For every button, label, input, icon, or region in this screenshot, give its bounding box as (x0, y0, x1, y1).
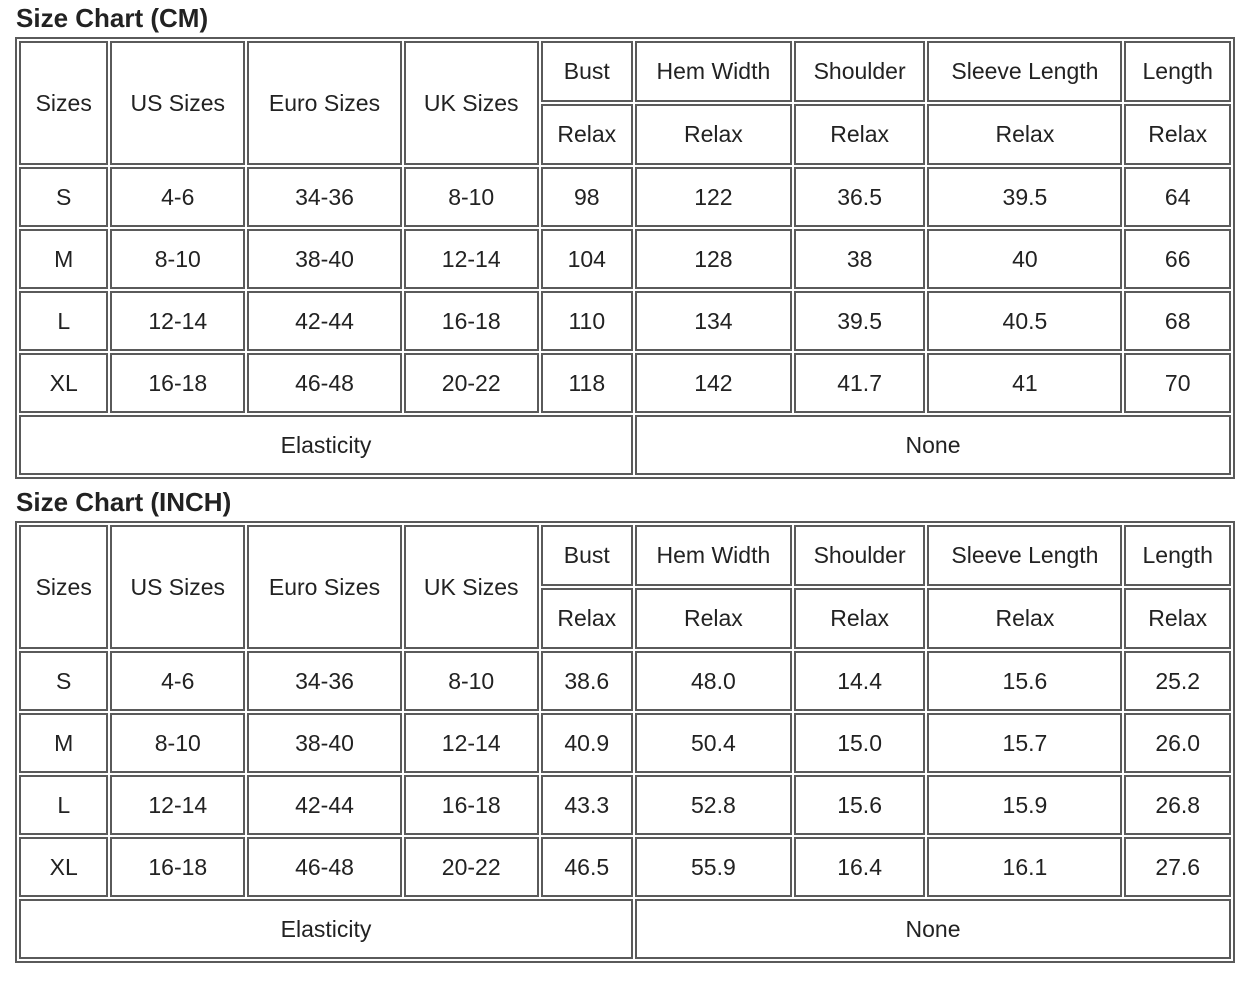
table-row (19, 713, 1231, 773)
table-cell: 15.0 (794, 713, 926, 773)
table-row (19, 229, 1231, 289)
table-cell: 50.4 (635, 713, 792, 773)
table-cell: 16-18 (404, 291, 539, 351)
size-label-cell: XL (19, 837, 108, 897)
table-cell: 40.9 (541, 713, 633, 773)
table-cell: 15.7 (927, 713, 1122, 773)
table-cell: 43.3 (541, 775, 633, 835)
table-cell: 64 (1124, 167, 1231, 227)
table-cell: 14.4 (794, 651, 926, 711)
measure-header: Bust (541, 41, 633, 102)
table-cell: 70 (1124, 353, 1231, 413)
size-label-cell: M (19, 713, 108, 773)
table-cell: 36.5 (794, 167, 926, 227)
table-cell: 66 (1124, 229, 1231, 289)
table-row (19, 167, 1231, 227)
table-cell: 38-40 (247, 229, 402, 289)
column-header: Sizes (19, 41, 108, 165)
table-cell: 16.4 (794, 837, 926, 897)
table-cell: 8-10 (404, 651, 539, 711)
table-cell: 39.5 (794, 291, 926, 351)
table-cell: 48.0 (635, 651, 792, 711)
column-header: UK Sizes (404, 525, 539, 649)
fit-type-cell: Relax (794, 588, 926, 649)
size-label-cell: S (19, 167, 108, 227)
table-cell: 12-14 (404, 229, 539, 289)
table-cell: 39.5 (927, 167, 1122, 227)
size-label-cell: S (19, 651, 108, 711)
table-cell: 68 (1124, 291, 1231, 351)
fit-type-cell: Relax (635, 588, 792, 649)
size-label-cell: M (19, 229, 108, 289)
column-header: US Sizes (110, 525, 245, 649)
table-cell: 38.6 (541, 651, 633, 711)
table-cell: 41.7 (794, 353, 926, 413)
table-cell: 16-18 (110, 837, 245, 897)
table-cell: 46-48 (247, 837, 402, 897)
table-cell: 27.6 (1124, 837, 1231, 897)
size-label-cell: L (19, 775, 108, 835)
measure-header: Sleeve Length (927, 41, 1122, 102)
table-cell: 16-18 (404, 775, 539, 835)
table-cell: 16-18 (110, 353, 245, 413)
table-cell: 8-10 (110, 713, 245, 773)
size-chart-cm-title: Size Chart (CM) (16, 3, 209, 33)
table-cell: 12-14 (110, 291, 245, 351)
elasticity-value: None (635, 415, 1231, 475)
table-cell: 46.5 (541, 837, 633, 897)
measure-header: Bust (541, 525, 633, 586)
table-cell: 12-14 (404, 713, 539, 773)
table-cell: 8-10 (110, 229, 245, 289)
table-cell: 20-22 (404, 837, 539, 897)
table-cell: 52.8 (635, 775, 792, 835)
column-header: Euro Sizes (247, 41, 402, 165)
column-header: Sizes (19, 525, 108, 649)
table-cell: 20-22 (404, 353, 539, 413)
measure-header: Sleeve Length (927, 525, 1122, 586)
table-row (19, 651, 1231, 711)
header-row (19, 41, 1231, 102)
table-cell: 4-6 (110, 651, 245, 711)
elasticity-label: Elasticity (19, 415, 633, 475)
fit-type-cell: Relax (1124, 104, 1231, 165)
measure-header: Hem Width (635, 525, 792, 586)
table-cell: 8-10 (404, 167, 539, 227)
header-row (19, 525, 1231, 586)
table-cell: 42-44 (247, 291, 402, 351)
table-cell: 118 (541, 353, 633, 413)
table-cell: 26.8 (1124, 775, 1231, 835)
size-chart-inch-table (15, 521, 1235, 963)
measure-header: Hem Width (635, 41, 792, 102)
table-cell: 34-36 (247, 651, 402, 711)
fit-type-cell: Relax (927, 588, 1122, 649)
table-cell: 110 (541, 291, 633, 351)
table-cell: 34-36 (247, 167, 402, 227)
table-cell: 4-6 (110, 167, 245, 227)
column-header: UK Sizes (404, 41, 539, 165)
table-cell: 38-40 (247, 713, 402, 773)
table-cell: 122 (635, 167, 792, 227)
measure-header: Length (1124, 41, 1231, 102)
column-header: US Sizes (110, 41, 245, 165)
table-cell: 42-44 (247, 775, 402, 835)
table-cell: 40 (927, 229, 1122, 289)
table-cell: 38 (794, 229, 926, 289)
size-chart-inch-title: Size Chart (INCH) (16, 487, 232, 517)
measure-header: Length (1124, 525, 1231, 586)
elasticity-value: None (635, 899, 1231, 959)
elasticity-row (19, 415, 1231, 475)
size-label-cell: L (19, 291, 108, 351)
column-header: Euro Sizes (247, 525, 402, 649)
table-row (19, 353, 1231, 413)
measure-header: Shoulder (794, 525, 926, 586)
table-cell: 26.0 (1124, 713, 1231, 773)
table-cell: 15.6 (927, 651, 1122, 711)
table-cell: 15.9 (927, 775, 1122, 835)
table-row (19, 291, 1231, 351)
table-cell: 12-14 (110, 775, 245, 835)
table-cell: 16.1 (927, 837, 1122, 897)
fit-type-cell: Relax (794, 104, 926, 165)
fit-type-cell: Relax (927, 104, 1122, 165)
elasticity-row (19, 899, 1231, 959)
fit-type-cell: Relax (541, 104, 633, 165)
elasticity-label: Elasticity (19, 899, 633, 959)
fit-type-cell: Relax (541, 588, 633, 649)
table-cell: 98 (541, 167, 633, 227)
table-cell: 46-48 (247, 353, 402, 413)
table-cell: 25.2 (1124, 651, 1231, 711)
table-cell: 41 (927, 353, 1122, 413)
table-cell: 104 (541, 229, 633, 289)
fit-type-cell: Relax (1124, 588, 1231, 649)
table-cell: 40.5 (927, 291, 1122, 351)
table-cell: 134 (635, 291, 792, 351)
table-cell: 15.6 (794, 775, 926, 835)
table-row (19, 837, 1231, 897)
table-cell: 128 (635, 229, 792, 289)
measure-header: Shoulder (794, 41, 926, 102)
size-chart-cm-table (15, 37, 1235, 479)
fit-type-cell: Relax (635, 104, 792, 165)
size-label-cell: XL (19, 353, 108, 413)
table-row (19, 775, 1231, 835)
table-cell: 142 (635, 353, 792, 413)
table-cell: 55.9 (635, 837, 792, 897)
